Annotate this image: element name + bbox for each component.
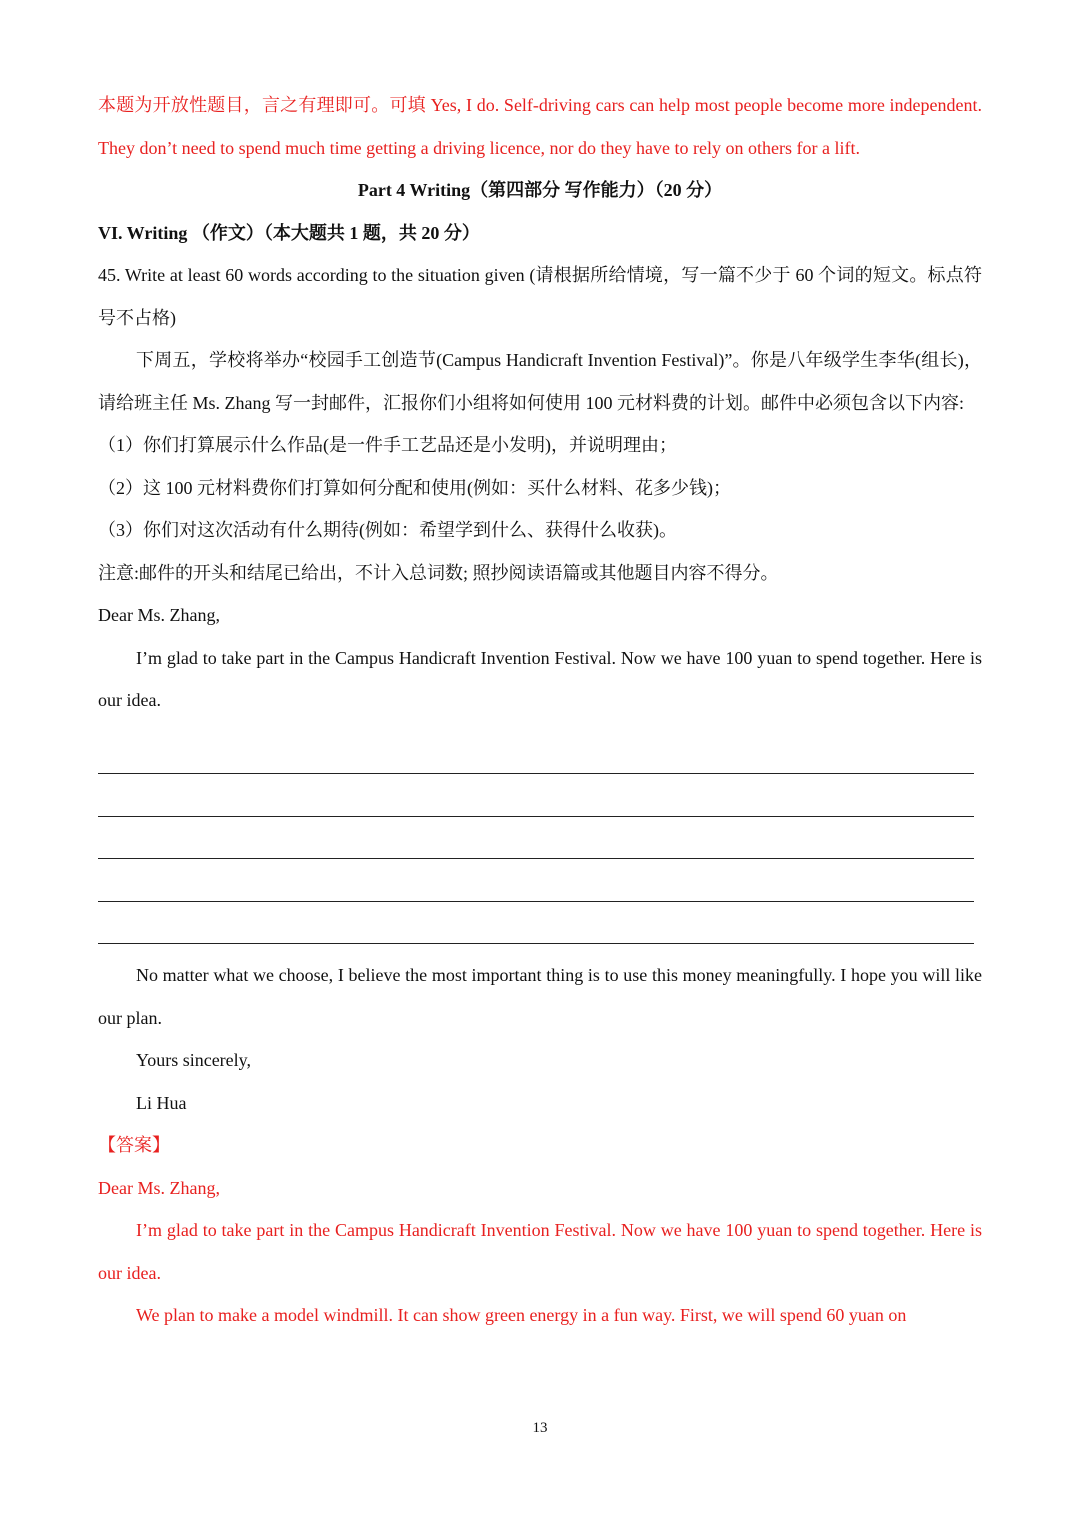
- question-stem: 45. Write at least 60 words according to the situation given (请根据所给情境，写一篇不少于 60 个词的短文。标点符号不占格): [98, 265, 982, 328]
- requirement-point-1: （1）你们打算展示什么作品(是一件手工艺品还是小发明)，并说明理由；: [98, 435, 677, 455]
- document-page: [98, 84, 982, 1337]
- answer-greeting: Dear Ms. Zhang,: [98, 1177, 220, 1198]
- blank-line: [98, 732, 974, 775]
- answer-label: 【答案】: [98, 1135, 170, 1155]
- letter-signature: Li Hua: [136, 1092, 187, 1113]
- blank-line: [98, 859, 974, 902]
- requirement-point-2: （2）这 100 元材料费你们打算如何分配和使用(例如：买什么材料、花多少钱)；: [98, 477, 731, 498]
- answer-blank-lines: [98, 732, 982, 945]
- part-heading: Part 4 Writing（第四部分 写作能力）（20 分）: [357, 180, 723, 200]
- blank-line: [98, 817, 974, 860]
- requirement-point-3: （3）你们对这次活动有什么期待(例如：希望学到什么、获得什么收获)。: [98, 520, 677, 540]
- previous-answer-text: 本题为开放性题目，言之有理即可。可填 Yes, I do. Self-driving cars can help most people become more independent. They don’t need to spend much time getting a driving licence, nor do they have to rely on others for a lift.: [98, 95, 982, 158]
- page-number: 13: [532, 1420, 548, 1436]
- answer-opening: I’m glad to take part in the Campus Handicraft Invention Festival. Now we have 100 yuan to spend together. Here is our idea.: [98, 1220, 982, 1283]
- blank-line: [98, 774, 974, 817]
- letter-opening: I’m glad to take part in the Campus Handicraft Invention Festival. Now we have 100 yuan to spend together. Here is our idea.: [98, 647, 982, 710]
- section-heading: VI. Writing （作文）（本大题共 1 题，共 20 分）: [98, 222, 480, 243]
- question-situation: 下周五，学校将举办“校园手工创造节(Campus Handicraft Invention Festival)”。你是八年级学生李华(组长)，请给班主任 Ms. Zhang 写一封邮件，汇报你们小组将如何使用 100 元材料费的计划。邮件中必须包含以下内容:: [98, 350, 982, 413]
- letter-sign-off: Yours sincerely,: [136, 1050, 251, 1070]
- question-note: 注意:邮件的开头和结尾已给出，不计入总词数; 照抄阅读语篇或其他题目内容不得分。: [98, 562, 779, 583]
- answer-body-start: We plan to make a model windmill. It can show green energy in a fun way. First, we will spend 60 yuan on: [136, 1305, 907, 1325]
- letter-closing-paragraph: No matter what we choose, I believe the most important thing is to use this money meaningfully. I hope you will like our plan.: [98, 965, 982, 1028]
- letter-greeting: Dear Ms. Zhang,: [98, 605, 220, 625]
- blank-line: [98, 902, 974, 945]
